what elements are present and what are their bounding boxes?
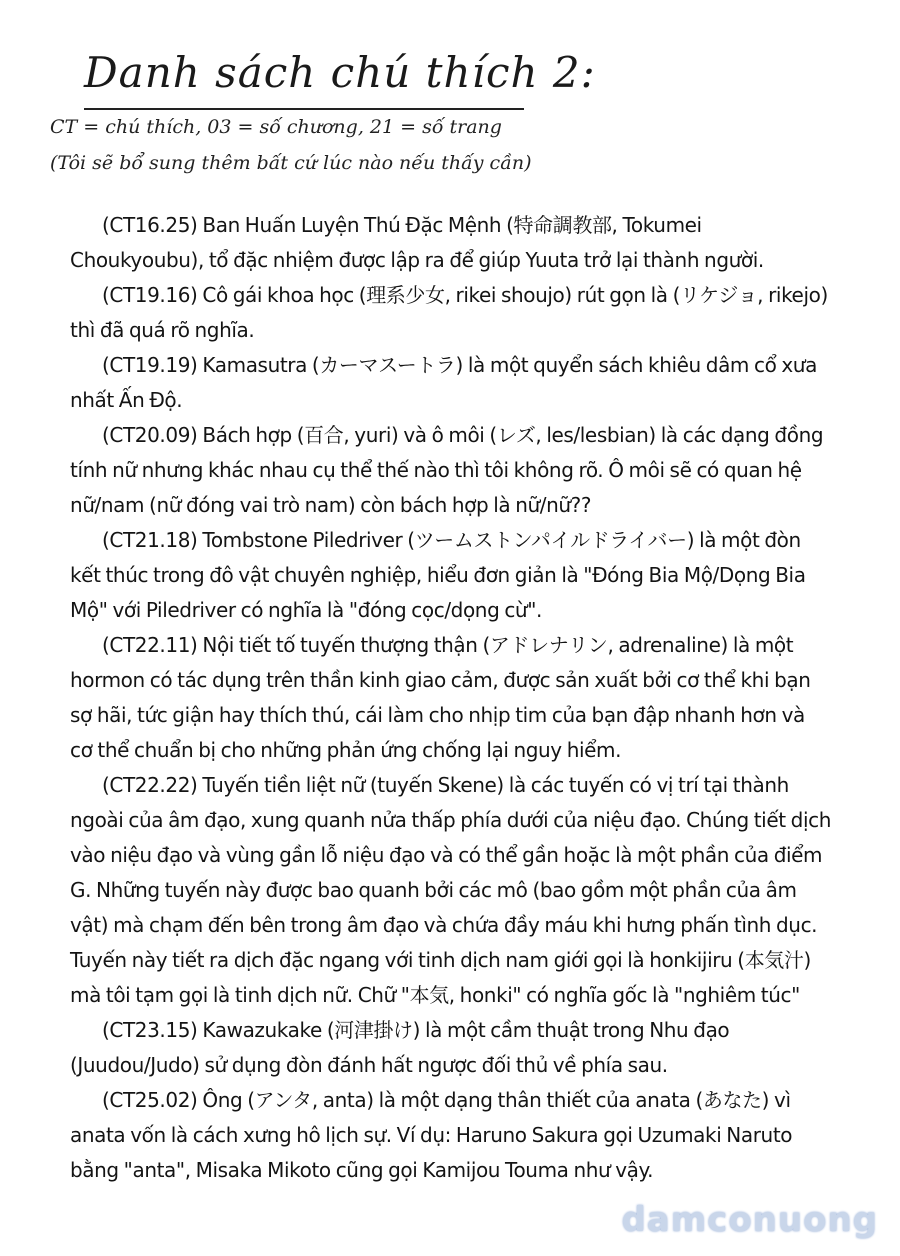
note-ct16-25: (CT16.25) Ban Huấn Luyện Thú Đặc Mệnh (特命調教部, Tokumei Choukyoubu), tổ đặc nhiệm được lập ra để giúp Yuuta trở lại thành người. — [70, 213, 764, 272]
note-ct21-18: (CT21.18) Tombstone Piledriver (ツームストンパイルドライバー) là một đòn kết thúc trong đô vật chuyên nghiệp, hiểu đơn giản là "Đóng Bia Mộ/Dọng Bia Mộ" với Piledriver có nghĩa là "đóng cọc/dọng cừ". — [70, 528, 806, 622]
note-ct23-15: (CT23.15) Kawazukake (河津掛け) là một cầm thuật trong Nhu đạo (Juudou/Judo) sử dụng đòn đánh hất ngược đối thủ về phía sau. — [70, 1018, 730, 1077]
abbreviation-legend: CT = chú thích, 03 = số chương, 21 = số trang — [50, 116, 502, 138]
note-ct20-09: (CT20.09) Bách hợp (百合, yuri) và ô môi (レズ, les/lesbian) là các dạng đồng tính nữ nhưng khác nhau cụ thể thế nào thì tôi không rõ. Ô môi sẽ có quan hệ nữ/nam (nữ đóng vai trò nam) còn bách hợp là nữ/nữ?? — [70, 423, 824, 517]
notes-list — [70, 208, 832, 1188]
note-ct22-11: (CT22.11) Nội tiết tố tuyến thượng thận (アドレナリン, adrenaline) là một hormon có tác dụng trên thần kinh giao cảm, được sản xuất bởi cơ thể khi bạn sợ hãi, tức giận hay thích thú, cái làm cho nhịp tim của bạn đập nhanh hơn và cơ thể chuẩn bị cho những phản ứng chống lại nguy hiểm. — [70, 633, 811, 762]
note-ct25-02: (CT25.02) Ông (アンタ, anta) là một dạng thân thiết của anata (あなた) vì anata vốn là cách xưng hô lịch sự. Ví dụ: Haruno Sakura gọi Uzumaki Naruto bằng "anta", Misaka Mikoto cũng gọi Kamijou Touma như vậy. — [70, 1088, 793, 1182]
note-ct22-22: (CT22.22) Tuyến tiền liệt nữ (tuyến Skene) là các tuyến có vị trí tại thành ngoài của âm đạo, xung quanh nửa thấp phía dưới của niệu đạo. Chúng tiết dịch vào niệu đạo và vùng gần lỗ niệu đạo và có thể gần hoặc là một phần của điểm G. Những tuyến này được bao quanh bởi các mô (bao gồm một phần của âm vật) mà chạm đến bên trong âm đạo và chứa đầy máu khi hưng phấn tình dục. Tuyến này tiết ra dịch đặc ngang với tinh dịch nam giới gọi là honkijiru (本気汁) mà tôi tạm gọi là tinh dịch nữ. Chữ "本気, honki" có nghĩa gốc là "nghiêm túc" — [70, 773, 831, 1007]
note-ct19-19: (CT19.19) Kamasutra (カーマスートラ) là một quyển sách khiêu dâm cổ xưa nhất Ấn Độ. — [70, 353, 817, 412]
page-title: Danh sách chú thích 2: — [84, 48, 596, 97]
note-ct19-16: (CT19.16) Cô gái khoa học (理系少女, rikei shoujo) rút gọn là (リケジョ, rikejo) thì đã quá rõ nghĩa. — [70, 283, 828, 342]
update-note: (Tôi sẽ bổ sung thêm bất cứ lúc nào nếu thấy cần) — [50, 152, 532, 174]
title-underline — [84, 108, 524, 110]
watermark: damconuong — [621, 1200, 878, 1240]
